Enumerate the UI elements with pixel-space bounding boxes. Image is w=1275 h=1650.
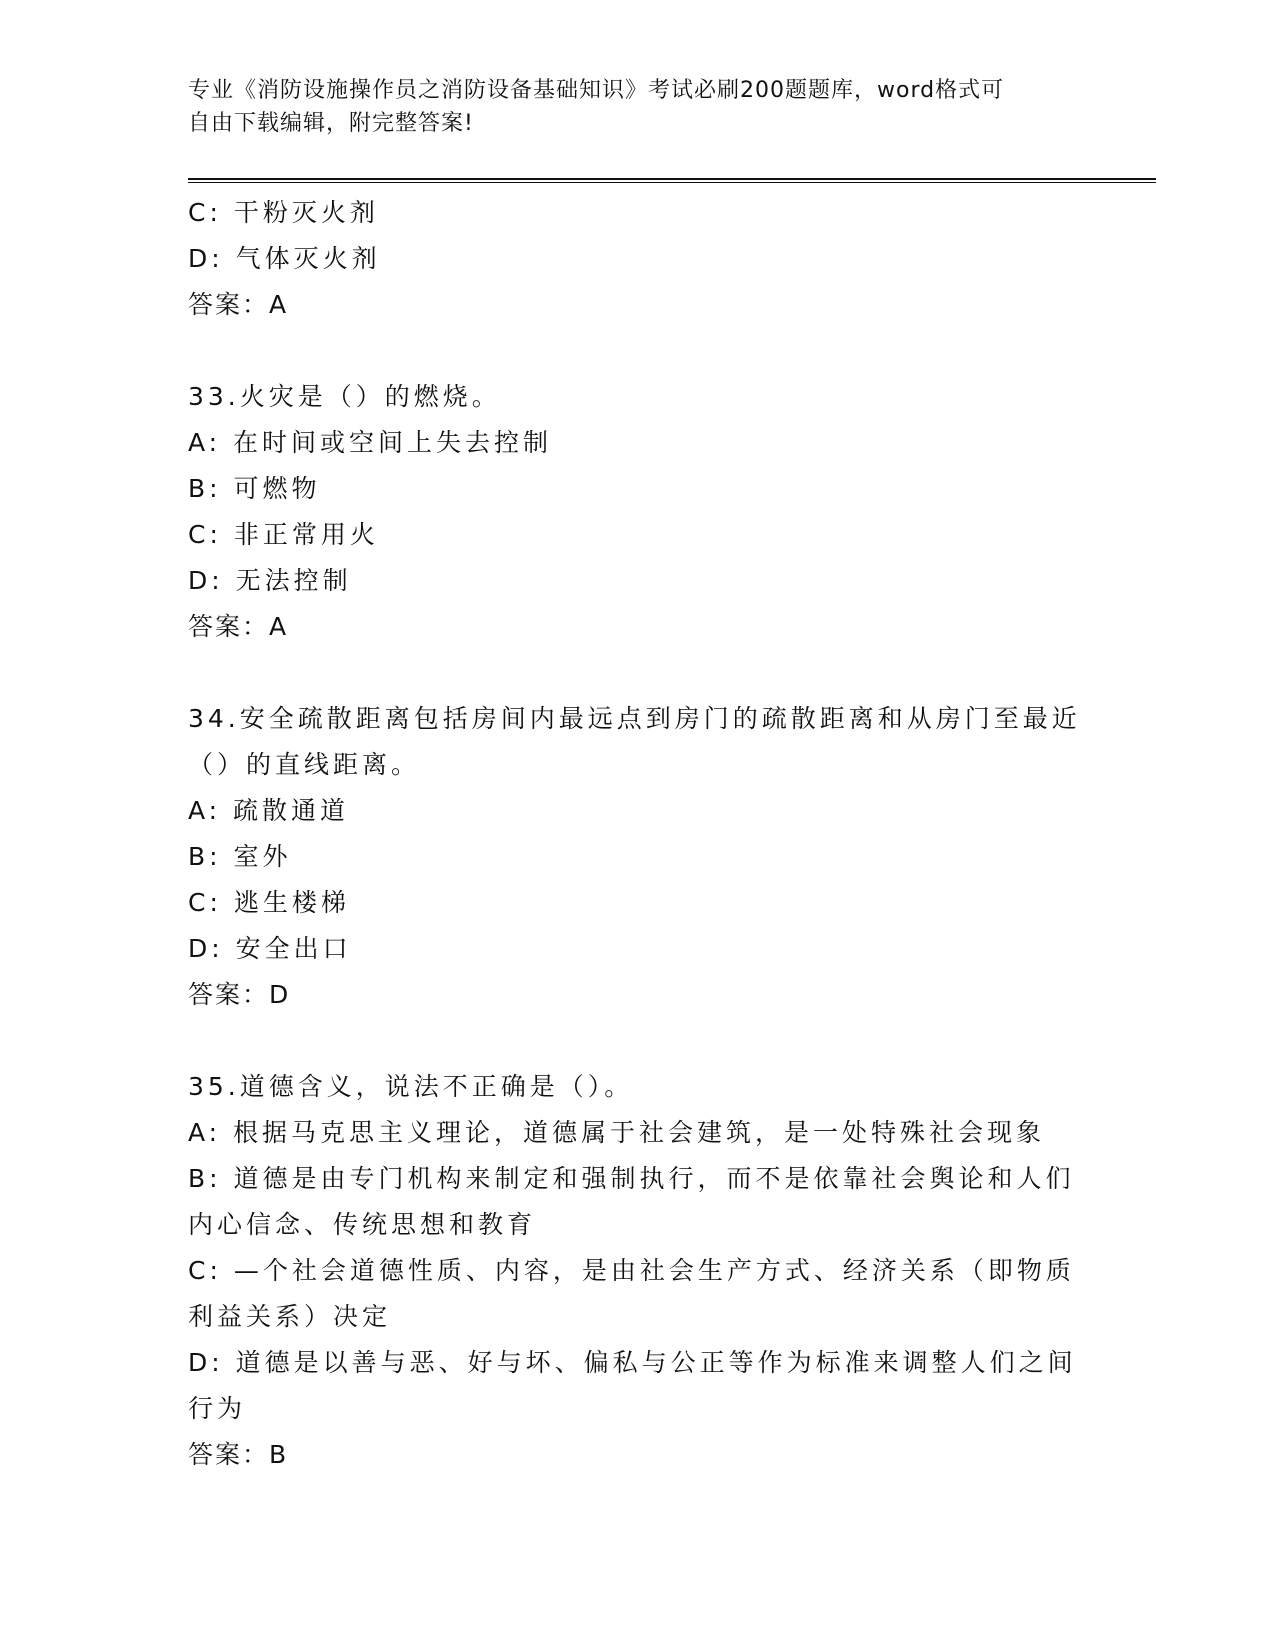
option-a: A: 疏散通道	[188, 796, 350, 825]
option-d: D: 无法控制	[188, 566, 352, 595]
option-c: C: 干粉灭火剂	[188, 198, 379, 227]
question-34	[188, 696, 1088, 1018]
question-stem: 34.安全疏散距离包括房间内最远点到房门的疏散距离和从房门至最近（）的直线距离。	[188, 704, 1081, 779]
question-stem: 35.道德含义，说法不正确是（）。	[188, 1072, 634, 1101]
answer-line: 答案：A	[188, 612, 289, 641]
question-35	[188, 1064, 1088, 1478]
spacer	[188, 328, 1088, 374]
question-33	[188, 374, 1088, 650]
answer-line: 答案：D	[188, 980, 291, 1009]
option-b: B: 室外	[188, 842, 292, 871]
option-d: D: 道德是以善与恶、好与坏、偏私与公正等作为标准来调整人们之间行为	[188, 1348, 1077, 1423]
header-divider-thin	[188, 182, 1156, 183]
answer-line: 答案：A	[188, 290, 289, 319]
document-header	[188, 74, 1068, 140]
spacer	[188, 650, 1088, 696]
option-c: C: 逃生楼梯	[188, 888, 350, 917]
option-c: C: 非正常用火	[188, 520, 379, 549]
option-d: D: 气体灭火剂	[188, 244, 381, 273]
question-stem: 33.火灾是（）的燃烧。	[188, 382, 501, 411]
header-title-line-2: 自由下载编辑，附完整答案!	[188, 111, 474, 136]
option-a: A: 根据马克思主义理论，道德属于社会建筑，是一处特殊社会现象	[188, 1118, 1046, 1147]
header-divider-thick	[188, 178, 1156, 180]
option-c: C: —个社会道德性质、内容，是由社会生产方式、经济关系（即物质利益关系）决定	[188, 1256, 1075, 1331]
option-d: D: 安全出口	[188, 934, 352, 963]
option-b: B: 可燃物	[188, 474, 321, 503]
header-title-line-1: 专业《消防设施操作员之消防设备基础知识》考试必刷200题题库，word格式可	[188, 78, 1005, 103]
option-a: A: 在时间或空间上失去控制	[188, 428, 553, 457]
option-b: B: 道德是由专门机构来制定和强制执行，而不是依靠社会舆论和人们内心信念、传统思想和教育	[188, 1164, 1075, 1239]
prev-question-tail	[188, 190, 1088, 328]
spacer	[188, 1018, 1088, 1064]
answer-line: 答案：B	[188, 1440, 289, 1469]
question-list	[188, 190, 1088, 1478]
